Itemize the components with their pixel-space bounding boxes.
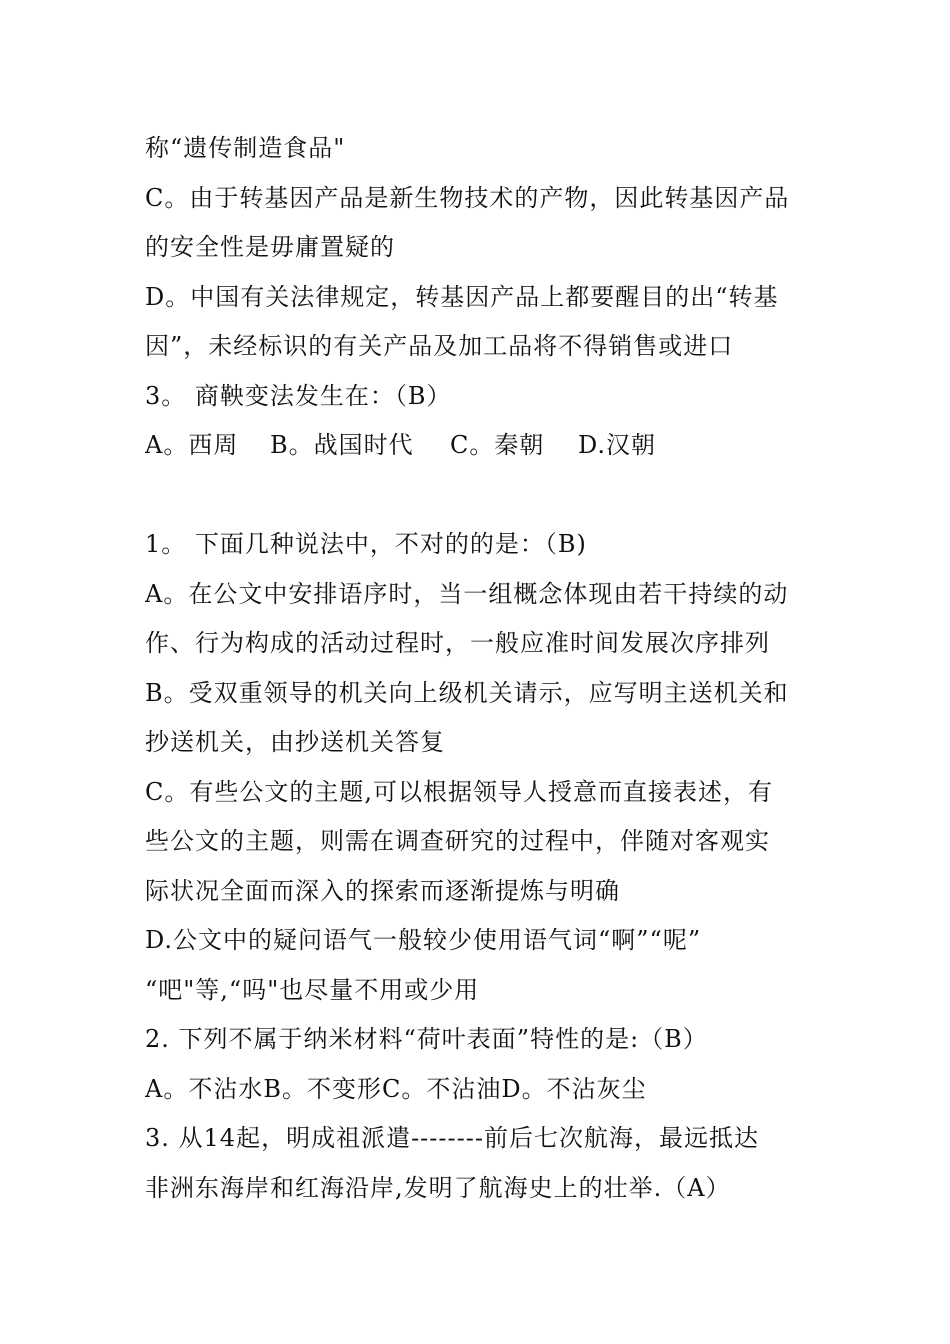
option-b: B。战国时代 [270,431,414,459]
text-line: 因”，未经标识的有关产品及加工品将不得销售或进口 [145,332,734,360]
text-line: 际状况全面而深入的探索而逐渐提炼与明确 [145,876,620,905]
option-c: C。秦朝 [450,431,545,459]
option-a: A。西周 [145,431,239,459]
option-d: D。不沾灰尘 [501,1074,647,1103]
text-line: B。受双重领导的机关向上级机关请示，应写明主送机关和 [145,678,789,707]
text-line: 称“遗传制造食品" [145,134,346,162]
text-line: A。在公文中安排语序时，当一组概念体现由若干持续的动 [145,579,789,608]
question-3b-stem: 3. 从14起，明成祖派遣--------前后七次航海，最远抵达 [145,1124,759,1152]
question-2-options [145,1065,810,1115]
question-3-options [145,421,810,471]
option-b: B。不变形 [263,1074,382,1103]
text-line: 些公文的主题，则需在调查研究的过程中，伴随对客观实 [145,827,770,855]
text-line: 作、行为构成的活动过程时，一般应准时间发展次序排列 [145,629,770,657]
option-d: D.汉朝 [578,431,657,459]
option-c: C。不沾油 [381,1074,502,1103]
text-line: 抄送机关，由抄送机关答复 [145,728,445,756]
text-line: D.公文中的疑问语气一般较少使用语气词“啊”“呢” [145,926,702,954]
question-1-stem: 1。 下面几种说法中，不对的的是：（B) [145,530,587,558]
text-line: 的安全性是毋庸置疑的 [145,233,395,261]
text-line: D。中国有关法律规定，转基因产品上都要醒目的出“转基 [145,282,779,311]
option-a: A。不沾水 [145,1074,264,1103]
text-line: “吧"等,“吗"也尽量不用或少用 [145,975,480,1004]
text-line: 非洲东海岸和红海沿岸,发明了航海史上的壮举.（A） [145,1173,731,1202]
text-line: C。由于转基因产品是新生物技术的产物，因此转基因产品 [145,183,790,212]
question-3-stem: 3。 商鞅变法发生在：（B） [145,381,452,410]
question-2-stem: 2. 下列不属于纳米材料“荷叶表面”特性的是:（B） [145,1025,708,1053]
text-line: C。有些公文的主题,可以根据领导人授意而直接表述，有 [145,777,773,806]
blank-line [145,471,810,521]
document-text [145,124,810,1213]
